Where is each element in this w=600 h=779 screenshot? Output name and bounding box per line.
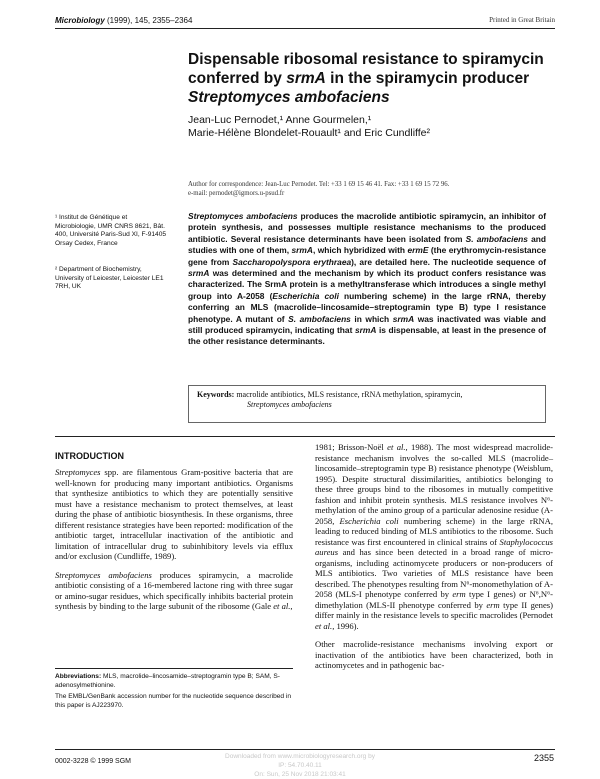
keywords-text: macrolide antibiotics, MLS resistance, rRNA methylation, spiramycin,	[234, 390, 463, 399]
body-column-right	[315, 442, 553, 679]
abstract-text-run: and studies with one of them,	[188, 233, 546, 256]
correspondence-contact: Author for correspondence: Jean-Luc Pernodet. Tel: +33 1 69 15 46 41. Fax: +33 1 69 15 72 96.	[188, 181, 450, 188]
abstract-text-run: ermE	[407, 245, 429, 256]
abstract-text-run: (the erythromycin-resistance gene from	[188, 245, 546, 267]
abstract-text-run: S. ambofaciens	[288, 313, 351, 324]
body-text-run: produces spiramycin, a macrolide antibiotic consisting of a 16-membered lactone ring with three sugar or amino-sugar residues, which specifically inhibits bacterial protein synthesis by binding to the large subunit of the ribosome (Gale	[55, 569, 293, 611]
body-paragraph	[55, 570, 293, 612]
journal-name: Microbiology	[55, 16, 105, 25]
body-text-run: erm	[452, 589, 466, 599]
body-text-run: , 1988). The most widespread macrolide-resistance mechanism involves the so-called MLS (macrolide–lincosamide–streptogramin type B) resistance phenotype (Weisblum, 1995). Despite structural dissimilarities, antibiotics belonging to these three groups bind to the ribosomes in mutually competitive fashion and inhibit protein synthesis. MLS resistance involves N⁶-methylation of the amino group of a particular adenosine residue (A-2058,	[315, 442, 553, 526]
abstract-text-run: numbering scheme) in the large rRNA, thereby conferring an MLS (macrolide–lincosamide–streptogramin type B) type I resistance phenotype. A mutant of	[188, 290, 547, 324]
body-text-run: erm	[486, 599, 500, 610]
introduction-heading: INTRODUCTION	[55, 451, 124, 461]
affiliation-2: ² Department of Biochemistry, University of Leicester, Leicester LE1 7RH, UK	[55, 266, 164, 291]
keywords-line	[197, 390, 537, 400]
abstract-text-run: produces the macrolide antibiotic spiramycin, an inhibitor of protein synthesis, and possesses multiple resistance mechanisms to the produced antibiotic. Several resistance determinants have been isolated from	[188, 211, 546, 244]
body-text-run: Escherichia coli	[339, 515, 399, 526]
body-text-run: numbering scheme) in the large rRNA, leading to reduced binding of MLS antibiotics to the ribosome. Such resistance was first encountered in clinical strains of	[315, 515, 553, 547]
body-text-run: type I genes) or N⁶,N⁶-dimethylation (MLS-II phenotype conferred by	[315, 589, 553, 610]
authors-line-1: Jean-Luc Pernodet,¹ Anne Gourmelen,¹	[188, 114, 372, 126]
body-text-run: et al.	[387, 442, 406, 452]
body-text-run: Staphylococcus aureus	[315, 536, 553, 557]
abstract-text-run: srmA	[354, 325, 377, 336]
abbreviations-footnote: Abbreviations: MLS, macrolide–lincosamide–streptogramin type B; SAM, S-adenosylmethionine.	[55, 673, 281, 689]
footer-rule	[55, 749, 555, 750]
abstract-text-run: Streptomyces ambofaciens	[188, 211, 298, 221]
body-paragraph	[55, 467, 293, 562]
body-text-run: and has since been detected in a broad range of micro-organisms, including actinomycete producers or non-producers of MLS antibiotics. Two varieties of MLS resistance have been described. The phenotypes resulting from N⁶-monomethylation of A-2058 (MLS-I phenotype conferred by	[315, 547, 553, 599]
body-column-left	[55, 467, 293, 620]
body-text-run: et al.	[273, 601, 291, 611]
printed-note: Printed in Great Britain	[489, 16, 555, 24]
section-rule	[55, 436, 555, 437]
citation-details: (1999), 145, 2355–2364	[104, 16, 193, 25]
issn-copyright: 0002-3228 © 1999 SGM	[55, 758, 131, 765]
footnote-rule	[55, 668, 293, 669]
body-text-run: et al.	[315, 620, 333, 631]
abstract-text-run: srmA	[188, 268, 210, 279]
body-text-run: Streptomyces	[55, 467, 101, 477]
correspondence-email: e-mail: pernodet@igmors.u-psud.fr	[188, 190, 285, 197]
body-paragraph	[315, 442, 553, 631]
abstract-text-run: srmA	[392, 313, 415, 324]
abstract-text-run: Saccharopolyspora erythraea	[232, 256, 352, 267]
header-rule	[55, 28, 555, 29]
abstract-text-run: in which	[350, 313, 393, 324]
abstract-text-run: was inactivated was viable and still produced spiramycin, indicating that	[188, 313, 546, 336]
footnotes	[55, 673, 293, 713]
abstract-text-run: S. ambofaciens	[465, 233, 528, 244]
journal-citation	[55, 16, 192, 25]
page-number: 2355	[533, 753, 554, 763]
accession-footnote: The EMBL/GenBank accession number for the nucleotide sequence described in this paper is AJ223970.	[55, 693, 292, 709]
affiliation-1: ¹ Institut de Génétique et Microbiologie, UMR CNRS 8621, Bât. 400, Université Paris-Sud XI, F-91405 Orsay Cedex, France	[55, 214, 167, 247]
keywords-line-2: Streptomyces ambofaciens	[247, 399, 332, 409]
title-line-3: Streptomyces ambofaciens	[188, 89, 390, 106]
abstract-text-run: , which hybridized with	[312, 245, 408, 256]
body-text-run: type II genes) differ mainly in the resistance levels to specific macrolides (Pernodet	[315, 599, 553, 620]
body-text-run: spp. are filamentous Gram-positive bacteria that are well-known for producing many important antibiotics. Organisms that synthesize antibiotics to which they are potentially sensitive must have a resistance mechanism to protect themselves, at least during the phase of antibiotic biosynthesis. In these organisms, three different resistance strategies have been reported: modification of the antibiotic target, intracellular inactivation of the antibiotic and limitation of intracellular drug to subinhibitory levels via efflux and/or exclusion (Cundliffe, 1989).	[55, 467, 293, 561]
body-text-run: ,	[290, 601, 293, 611]
abstract-text-run: was determined and the mechanism by which its product confers resistance was characterized. The SrmA protein is a methyltransferase which introduces a single methyl group into A-2058 (	[188, 268, 546, 301]
keywords-box	[188, 385, 546, 423]
body-text-run: Streptomyces ambofaciens	[55, 569, 152, 580]
title-line-2: conferred by srmA in the spiramycin producer	[188, 70, 530, 87]
title-line-1: Dispensable ribosomal resistance to spiramycin	[188, 51, 544, 68]
author-list	[188, 114, 548, 140]
keywords-label: Keywords:	[197, 390, 235, 399]
abstract	[188, 211, 546, 348]
abstract-text-run: is dispensable, at least in the presence of the other resistance determinants.	[188, 325, 546, 347]
abstract-text-run: ), are detailed here. The nucleotide sequence of	[351, 256, 547, 267]
body-text-run: , 1996).	[332, 620, 359, 631]
abstract-text-run: srmA	[291, 245, 313, 256]
authors-line-2: Marie-Hélène Blondelet-Rouault¹ and Eric Cundliffe²	[188, 127, 431, 139]
body-text-run: Other macrolide-resistance mechanisms involving export or inactivation of the antibiotics have been characterized, both in actinomycetes and in pathogenic bac-	[315, 639, 553, 670]
body-text-run: 1981; Brisson-Noël	[315, 442, 388, 452]
download-watermark: Downloaded from www.microbiologyresearch.org by IP: 54.70.40.11 On: Sun, 25 Nov 2018 21:03:41	[225, 753, 375, 778]
article-title	[188, 50, 548, 107]
body-paragraph	[315, 639, 553, 671]
abstract-text-run: Escherichia coli	[272, 290, 339, 301]
correspondence	[188, 180, 548, 198]
